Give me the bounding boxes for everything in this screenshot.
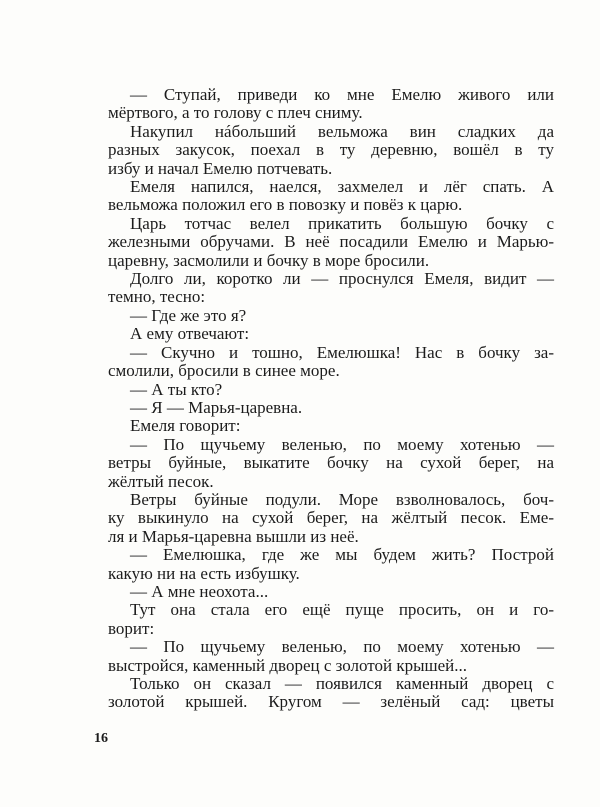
- text-line: Ветры буйные подули. Море взволновалось, боч-: [130, 489, 554, 509]
- text-line: — Я — Марья-царевна.: [130, 397, 303, 417]
- text-line: избу и начал Емелю потчевать.: [108, 158, 333, 178]
- text-line: какую ни на есть избушку.: [108, 563, 300, 583]
- text-line: железными обручами. В неё посадили Емелю и Марью-: [108, 232, 554, 252]
- text-line: Долго ли, коротко ли — проснулся Емеля, видит —: [130, 269, 554, 289]
- text-line: царевну, засмолили и бочку в море бросили.: [108, 250, 430, 270]
- text-line: ветры буйные, выкатите бочку на сухой берег, на: [108, 453, 554, 473]
- text-line: выстройся, каменный дворец с золотой крышей...: [108, 655, 468, 675]
- text-line: темно, тесно:: [108, 287, 206, 307]
- body-text: [108, 86, 554, 712]
- text-line: Только он сказал — появился каменный дворец с: [130, 674, 554, 693]
- text-line: Накупил нáбольший вельможа вин сладких да: [130, 121, 554, 141]
- text-line: — Емелюшка, где же мы будем жить? Построй: [130, 545, 554, 565]
- text-line: золотой крышей. Кругом — зелёный сад: цветы: [108, 692, 554, 712]
- text-line: ля и Марья-царевна вышли из неё.: [108, 526, 359, 546]
- text-line: Тут она стала его ещё пуще просить, он и го-: [130, 600, 554, 620]
- text-line: А ему отвечают:: [130, 324, 250, 344]
- text-line: смолили, бросили в синее море.: [108, 361, 340, 381]
- text-line: — Ступай, приведи ко мне Емелю живого или: [130, 85, 554, 104]
- text-line: Емеля говорит:: [130, 416, 241, 436]
- text-line: Емеля напился, наелся, захмелел и лёг спать. А: [130, 177, 554, 197]
- page-number: 16: [94, 731, 108, 746]
- text-line: — По щучьему веленью, по моему хотенью —: [130, 637, 554, 657]
- text-line: жёлтый песок.: [108, 471, 214, 491]
- text-line: — А ты кто?: [130, 379, 223, 399]
- text-line: Царь тотчас велел прикатить большую бочку с: [130, 213, 554, 233]
- text-line: — Скучно и тошно, Емелюшка! Нас в бочку за-: [130, 342, 554, 362]
- text-line: — А мне неохота...: [130, 581, 269, 601]
- text-line: мёртвого, а то голову с плеч сниму.: [108, 103, 363, 123]
- text-line: ку выкинуло на сухой берег, на жёлтый песок. Еме-: [108, 508, 554, 528]
- text-line: — Где же это я?: [130, 305, 247, 325]
- text-line: ворит:: [108, 618, 155, 638]
- text-line: — По щучьему веленью, по моему хотенью —: [130, 434, 554, 454]
- text-line: вельможа положил его в повозку и повёз к царю.: [108, 195, 463, 215]
- text-line: разных закусок, поехал в ту деревню, вошёл в ту: [108, 140, 554, 160]
